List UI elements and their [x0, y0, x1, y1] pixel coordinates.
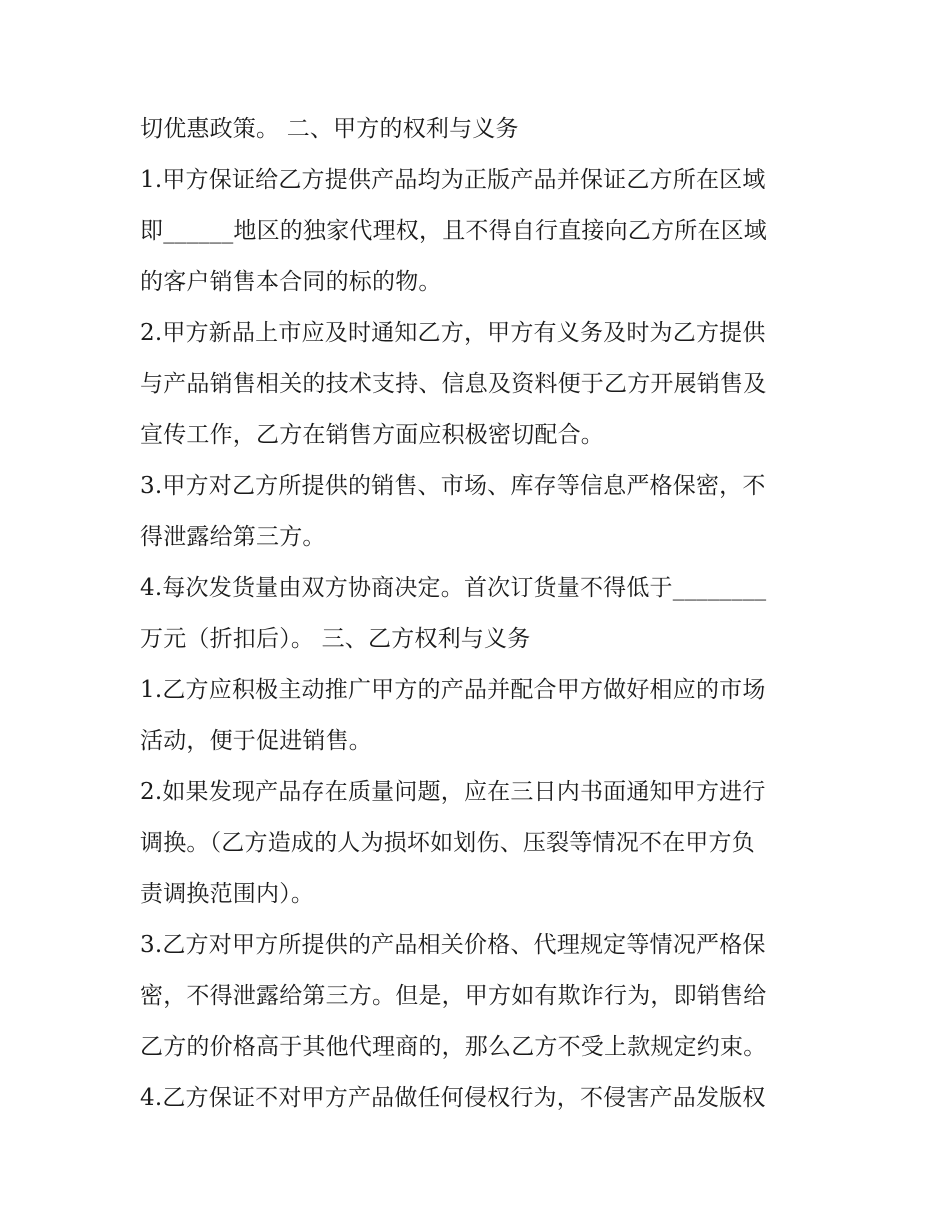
text-line: 责调换范围内）。 — [140, 881, 315, 907]
text-line: 乙方的价格高于其他代理商的，那么乙方不受上款规定约束。 — [140, 1034, 767, 1060]
text-line: 密，不得泄露给第三方。但是，甲方如有欺诈行为，即销售给 — [140, 983, 767, 1009]
text-line: 即______地区的独家代理权，且不得自行直接向乙方所在区域 — [140, 218, 767, 244]
text-line: 得泄露给第三方。 — [140, 524, 326, 550]
text-line: 宣传工作，乙方在销售方面应积极密切配合。 — [140, 422, 604, 448]
text-line: 4.乙方保证不对甲方产品做任何侵权行为，不侵害产品发版权 — [140, 1085, 766, 1111]
text-line: 的客户销售本合同的标的物。 — [140, 269, 442, 295]
text-line: 2.甲方新品上市应及时通知乙方，甲方有义务及时为乙方提供 — [140, 320, 766, 346]
text-line: 调换。（乙方造成的人为损坏如划伤、压裂等情况不在甲方负 — [140, 830, 755, 856]
text-line: 万元（折扣后）。 三、乙方权利与义务 — [140, 626, 531, 652]
text-line: 1.乙方应积极主动推广甲方的产品并配合甲方做好相应的市场 — [140, 677, 766, 703]
text-line: 3.甲方对乙方所提供的销售、市场、库存等信息严格保密，不 — [140, 473, 766, 499]
text-line: 3.乙方对甲方所提供的产品相关价格、代理规定等情况严格保 — [140, 932, 766, 958]
text-line: 切优惠政策。 二、甲方的权利与义务 — [140, 116, 519, 142]
text-line: 2.如果发现产品存在质量问题，应在三日内书面通知甲方进行 — [140, 779, 766, 805]
text-line: 4.每次发货量由双方协商决定。首次订货量不得低于________ — [140, 575, 767, 601]
text-line: 与产品销售相关的技术支持、信息及资料便于乙方开展销售及 — [140, 371, 767, 397]
document-body — [140, 104, 820, 1124]
text-line: 活动，便于促进销售。 — [140, 728, 372, 754]
text-line: 1.甲方保证给乙方提供产品均为正版产品并保证乙方所在区域 — [140, 167, 766, 193]
